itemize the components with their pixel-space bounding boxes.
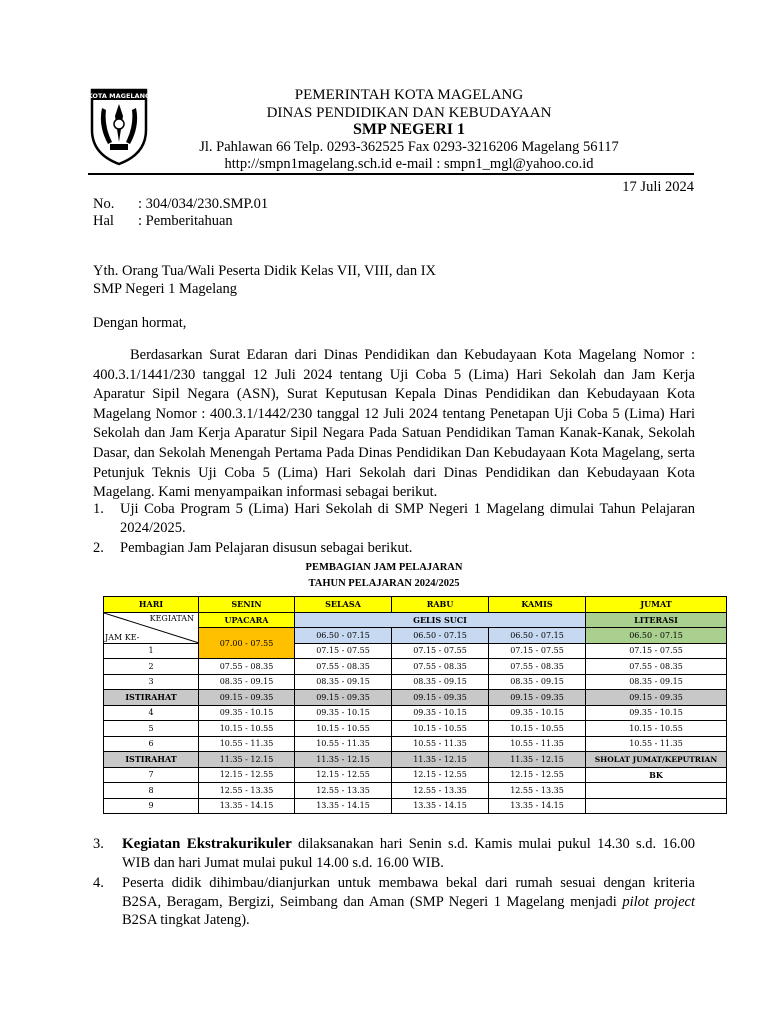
table-row — [104, 798, 727, 814]
list-number: 3. — [93, 836, 104, 852]
number-value: : 304/034/230.SMP.01 — [138, 196, 269, 212]
row-label: 6 — [104, 736, 199, 752]
table-cell: 07.15 - 07.55 — [489, 643, 586, 659]
table-cell: 13.35 - 14.15 — [489, 798, 586, 814]
table-cell: 09.15 - 09.35 — [295, 690, 392, 706]
table-cell: 10.55 - 11.35 — [392, 736, 489, 752]
kegiatan-jamke-cell — [104, 612, 199, 643]
row-label: 5 — [104, 721, 199, 737]
row-label: 1 — [104, 643, 199, 659]
table-row — [104, 783, 727, 799]
table-cell: 08.35 - 09.15 — [586, 674, 727, 690]
row-label: ISTIRAHAT — [104, 752, 199, 768]
number-label: No. — [93, 196, 115, 212]
table-cell: 08.35 - 09.15 — [489, 674, 586, 690]
table-cell: 10.55 - 11.35 — [199, 736, 295, 752]
break-row — [104, 690, 727, 706]
table-row — [104, 705, 727, 721]
table-cell: 08.35 - 09.15 — [199, 674, 295, 690]
list-text: Uji Coba Program 5 (Lima) Hari Sekolah di SMP Negeri 1 Magelang dimulai Tahun Pelajaran 2024/2025. — [120, 501, 695, 536]
break-row — [104, 752, 727, 768]
table-cell: 11.35 - 12.15 — [295, 752, 392, 768]
row-label: 9 — [104, 798, 199, 814]
row-label: 8 — [104, 783, 199, 799]
letterhead-line2: DINAS PENDIDIKAN DAN KEBUDAYAAN — [266, 105, 552, 121]
table-cell: 12.55 - 13.35 — [489, 783, 586, 799]
table-cell: 09.35 - 10.15 — [392, 705, 489, 721]
table-cell: 13.35 - 14.15 — [199, 798, 295, 814]
table-cell: 07.55 - 08.35 — [392, 659, 489, 675]
upacara-cell: UPACARA — [199, 612, 295, 628]
table-cell: 07.15 - 07.55 — [392, 643, 489, 659]
jamke-label: JAM KE- — [105, 632, 140, 642]
table-cell: 12.15 - 12.55 — [199, 767, 295, 783]
table-cell: BK — [586, 767, 727, 783]
list-item — [93, 500, 695, 537]
table-cell: 13.35 - 14.15 — [295, 798, 392, 814]
table-cell — [586, 783, 727, 799]
table-cell: 10.15 - 10.55 — [392, 721, 489, 737]
table-cell: SHOLAT JUMAT/KEPUTRIAN — [586, 752, 727, 768]
subject-value: : Pemberitahuan — [138, 213, 233, 229]
header-cell: SELASA — [295, 597, 392, 613]
table-row — [104, 736, 727, 752]
table-cell: 10.55 - 11.35 — [489, 736, 586, 752]
list-text: Pembagian Jam Pelajaran disusun sebagai berikut. — [120, 540, 413, 556]
list-item — [93, 874, 695, 930]
header-cell: SENIN — [199, 597, 295, 613]
header-cell: JUMAT — [586, 597, 727, 613]
list-text-part: dilaksanakan hari Senin s.d. Kamis mulai pukul 14.30 s.d. 16.00 WIB dan hari Jumat mulai pukul 14.00 s.d. 16.00 WIB. — [122, 836, 695, 871]
letterhead-school-name: SMP NEGERI 1 — [352, 121, 465, 138]
table-row — [104, 767, 727, 783]
greeting: Dengan hormat, — [93, 315, 187, 331]
body-paragraph: Berdasarkan Surat Edaran dari Dinas Pendidikan dan Kebudayaan Kota Magelang Nomor : 400.3.1/1441/230 tanggal 12 Juli 2024 tentang Uji Coba 5 (Lima) Hari Sekolah dan Jam Kerja Aparatur Sipil Negara (ASN), Surat Keputusan Kepala Dinas Pendidikan dan Kebudayaan Kota Magelang Nomor : 400.3.1/1442/230 tanggal 12 Juli 2024 tentang Penetapan Uji Coba 5 (Lima) Hari Sekolah dan Jam Kerja Aparatur Sipil Negara Pada Satuan Pendidikan Taman Kanak-Kanak, Sekolah Dasar, dan Sekolah Menengah Pertama Pada Dinas Pendidikan Dan Kebudayaan Kota Magelang, serta Petunjuk Teknis Uji Coba 5 (Lima) Hari Sekolah dari Dinas Pendidikan dan Kebudayaan Kota Magelang. Kami menyampaikan informasi sebagai berikut. — [93, 347, 695, 501]
letterhead-address: Jl. Pahlawan 66 Telp. 0293-362525 Fax 0293-3216206 Magelang 56117 — [199, 139, 619, 155]
senin-first-slot: 07.00 - 07.55 — [199, 628, 295, 659]
table-cell: 07.55 - 08.35 — [586, 659, 727, 675]
kegiatan-label: KEGIATAN — [149, 613, 194, 623]
table-cell: 11.35 - 12.15 — [199, 752, 295, 768]
table-cell: 09.35 - 10.15 — [199, 705, 295, 721]
list-number: 2. — [93, 540, 104, 556]
svg-text:KOTA MAGELANG: KOTA MAGELANG — [88, 92, 150, 100]
table-cell: 07.55 - 08.35 — [199, 659, 295, 675]
table-cell: 10.15 - 10.55 — [489, 721, 586, 737]
list-number: 1. — [93, 501, 104, 517]
list-text-part: B2SA tingkat Jateng). — [122, 912, 250, 928]
table-cell: 06.50 - 07.15 — [392, 628, 489, 644]
table-cell: 10.15 - 10.55 — [586, 721, 727, 737]
list-bold-text: Kegiatan Ekstrakurikuler — [122, 836, 292, 852]
recipient-line2: SMP Negeri 1 Magelang — [93, 281, 238, 297]
table-cell: 12.55 - 13.35 — [295, 783, 392, 799]
table-row — [104, 612, 727, 628]
list-text-part: Peserta didik dihimbau/dianjurkan untuk membawa bekal dari rumah sesuai dengan kriteria B2SA, Beragam, Bergizi, Seimbang dan Aman (SMP Negeri 1 Magelang menjadi — [122, 875, 695, 910]
table-cell: 09.35 - 10.15 — [489, 705, 586, 721]
table-cell: 13.35 - 14.15 — [392, 798, 489, 814]
row-label: ISTIRAHAT — [104, 690, 199, 706]
table-cell: 09.15 - 09.35 — [392, 690, 489, 706]
table-cell: 12.55 - 13.35 — [199, 783, 295, 799]
table-cell: 06.50 - 07.15 — [489, 628, 586, 644]
table-cell: 09.15 - 09.35 — [489, 690, 586, 706]
table-cell: 10.55 - 11.35 — [295, 736, 392, 752]
table-cell: 10.15 - 10.55 — [295, 721, 392, 737]
table-row — [104, 674, 727, 690]
header-cell: HARI — [104, 597, 199, 613]
row-label: 7 — [104, 767, 199, 783]
list-number: 4. — [93, 875, 104, 891]
table-cell: 07.55 - 08.35 — [295, 659, 392, 675]
letterhead-web-email: http://smpn1magelang.sch.id e-mail : smpn1_mgl@yahoo.co.id — [224, 156, 594, 172]
table-cell: 09.15 - 09.35 — [199, 690, 295, 706]
table-cell: 09.35 - 10.15 — [295, 705, 392, 721]
list-italic-text: pilot project — [622, 893, 695, 910]
table-cell: 07.15 - 07.55 — [586, 643, 727, 659]
table-cell: 11.35 - 12.15 — [392, 752, 489, 768]
table-cell: 12.55 - 13.35 — [392, 783, 489, 799]
table-cell: 07.55 - 08.35 — [489, 659, 586, 675]
row-label: 3 — [104, 674, 199, 690]
table-cell: 12.15 - 12.55 — [392, 767, 489, 783]
list-text — [122, 835, 695, 872]
table-title: PEMBAGIAN JAM PELAJARAN — [305, 562, 463, 573]
recipient-line1: Yth. Orang Tua/Wali Peserta Didik Kelas VII, VIII, dan IX — [93, 263, 437, 279]
table-cell: 11.35 - 12.15 — [489, 752, 586, 768]
subject-label: Hal — [93, 213, 114, 229]
letterhead-line1: PEMERINTAH KOTA MAGELANG — [294, 87, 524, 103]
literasi-cell: LITERASI — [586, 612, 727, 628]
table-cell: 06.50 - 07.15 — [295, 628, 392, 644]
table-cell: 10.15 - 10.55 — [199, 721, 295, 737]
table-cell: 12.15 - 12.55 — [489, 767, 586, 783]
table-cell: 09.35 - 10.15 — [586, 705, 727, 721]
gelis-suci-cell: GELIS SUCI — [295, 612, 586, 628]
table-cell: 08.35 - 09.15 — [295, 674, 392, 690]
table-cell: 12.15 - 12.55 — [295, 767, 392, 783]
table-row — [104, 721, 727, 737]
list-item — [93, 835, 695, 872]
header-cell: KAMIS — [489, 597, 586, 613]
row-label: 4 — [104, 705, 199, 721]
header-cell: RABU — [392, 597, 489, 613]
table-header-row — [104, 597, 727, 613]
table-subtitle: TAHUN PELAJARAN 2024/2025 — [308, 578, 460, 589]
table-cell: 06.50 - 07.15 — [586, 628, 727, 644]
schedule-table — [103, 596, 727, 814]
table-cell: 10.55 - 11.35 — [586, 736, 727, 752]
letter-date: 17 Juli 2024 — [622, 179, 694, 195]
list-text — [122, 874, 695, 930]
table-cell — [586, 798, 727, 814]
table-cell: 07.15 - 07.55 — [295, 643, 392, 659]
list-item — [93, 539, 695, 558]
letterhead-divider — [88, 173, 694, 175]
table-row — [104, 659, 727, 675]
table-cell: 08.35 - 09.15 — [392, 674, 489, 690]
row-label: 2 — [104, 659, 199, 675]
table-row — [104, 643, 727, 659]
table-cell: 09.15 - 09.35 — [586, 690, 727, 706]
